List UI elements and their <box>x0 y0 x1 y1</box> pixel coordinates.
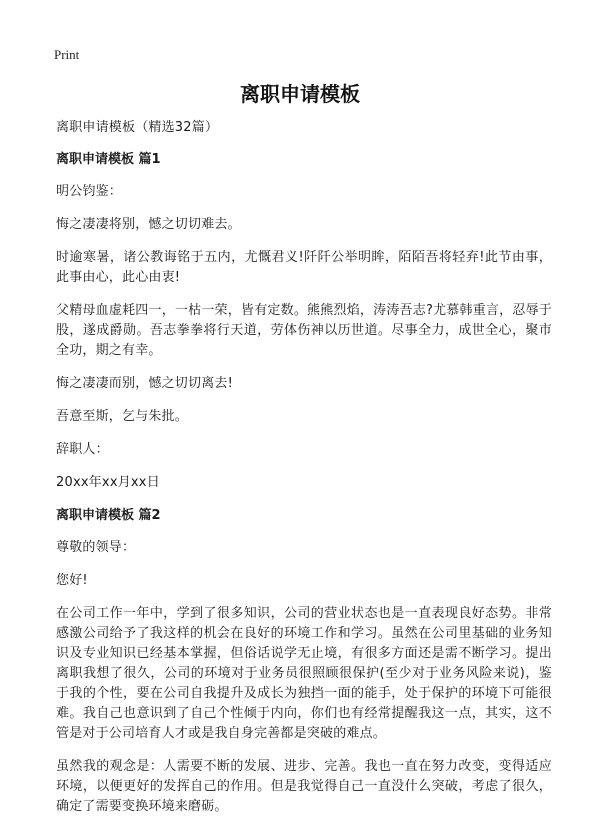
document-body <box>56 118 552 828</box>
page-title: 离职申请模板 <box>240 82 360 106</box>
paragraph: 时逾寒暑，诸公教诲铭于五内，尤慨君义!阡阡公举明眸，陌陌吾将轻弃!此节由事，此事由心，此心由衷! <box>56 250 552 285</box>
section-heading-2: 离职申请模板 篇2 <box>56 508 161 523</box>
section-heading-1: 离职申请模板 篇1 <box>56 152 161 167</box>
paragraph: 吾意至斯，乞与朱批。 <box>56 409 189 424</box>
paragraph: 父精母血虚耗四一，一枯一荣，皆有定数。熊熊烈焰，涛涛吾志?尤慕韩重言，忍辱于股，遂成爵勋。吾志拳拳将行天道，劳体伤神以历世道。尽事全力，成世全心，聚市全功，期之有幸。 <box>56 303 552 358</box>
date-line: 20xx年xx月xx日 <box>56 475 160 490</box>
document-subtitle: 离职申请模板（精选32篇） <box>56 120 219 135</box>
paragraph: 悔之凄凄而别，憾之切切离去! <box>56 376 234 391</box>
greeting: 您好! <box>56 573 88 588</box>
paragraph: 在公司工作一年中，学到了很多知识，公司的营业状态也是一直表现良好态势。非常感激公司给予了我这样的机会在良好的环境工作和学习。虽然在公司里基础的业务知识及专业知识已经基本掌握，但俗话说学无止境，有很多方面还是需不断学习。提出离职我想了很久，公司的环境对于业务员很照顾很保护(至少对于业务风险来说)，鉴于我的个性，要在公司自我提升及成长为独挡一面的能手，处于保护的环境下可能很难。我自己也意识到了自己个性倾于内向，你们也有经常提醒我这一点，其实，这不管是对于公司培育人才或是我自身完善都是突破的难点。 <box>56 606 552 741</box>
salutation: 明公钧鉴： <box>56 184 123 199</box>
paragraph: 悔之凄凄将别，憾之切切难去。 <box>56 217 241 232</box>
signature-label: 辞职人： <box>56 442 109 457</box>
paragraph: 虽然我的观念是：人需要不断的发展、进步、完善。我也一直在努力改变，变得适应环境，以便更好的发挥自己的作用。但是我觉得自己一直没什么突破，考虑了很久，确定了需要变换环境来磨砺。 <box>56 759 552 814</box>
print-link[interactable]: Print <box>54 47 80 62</box>
salutation: 尊敬的领导： <box>56 540 136 555</box>
